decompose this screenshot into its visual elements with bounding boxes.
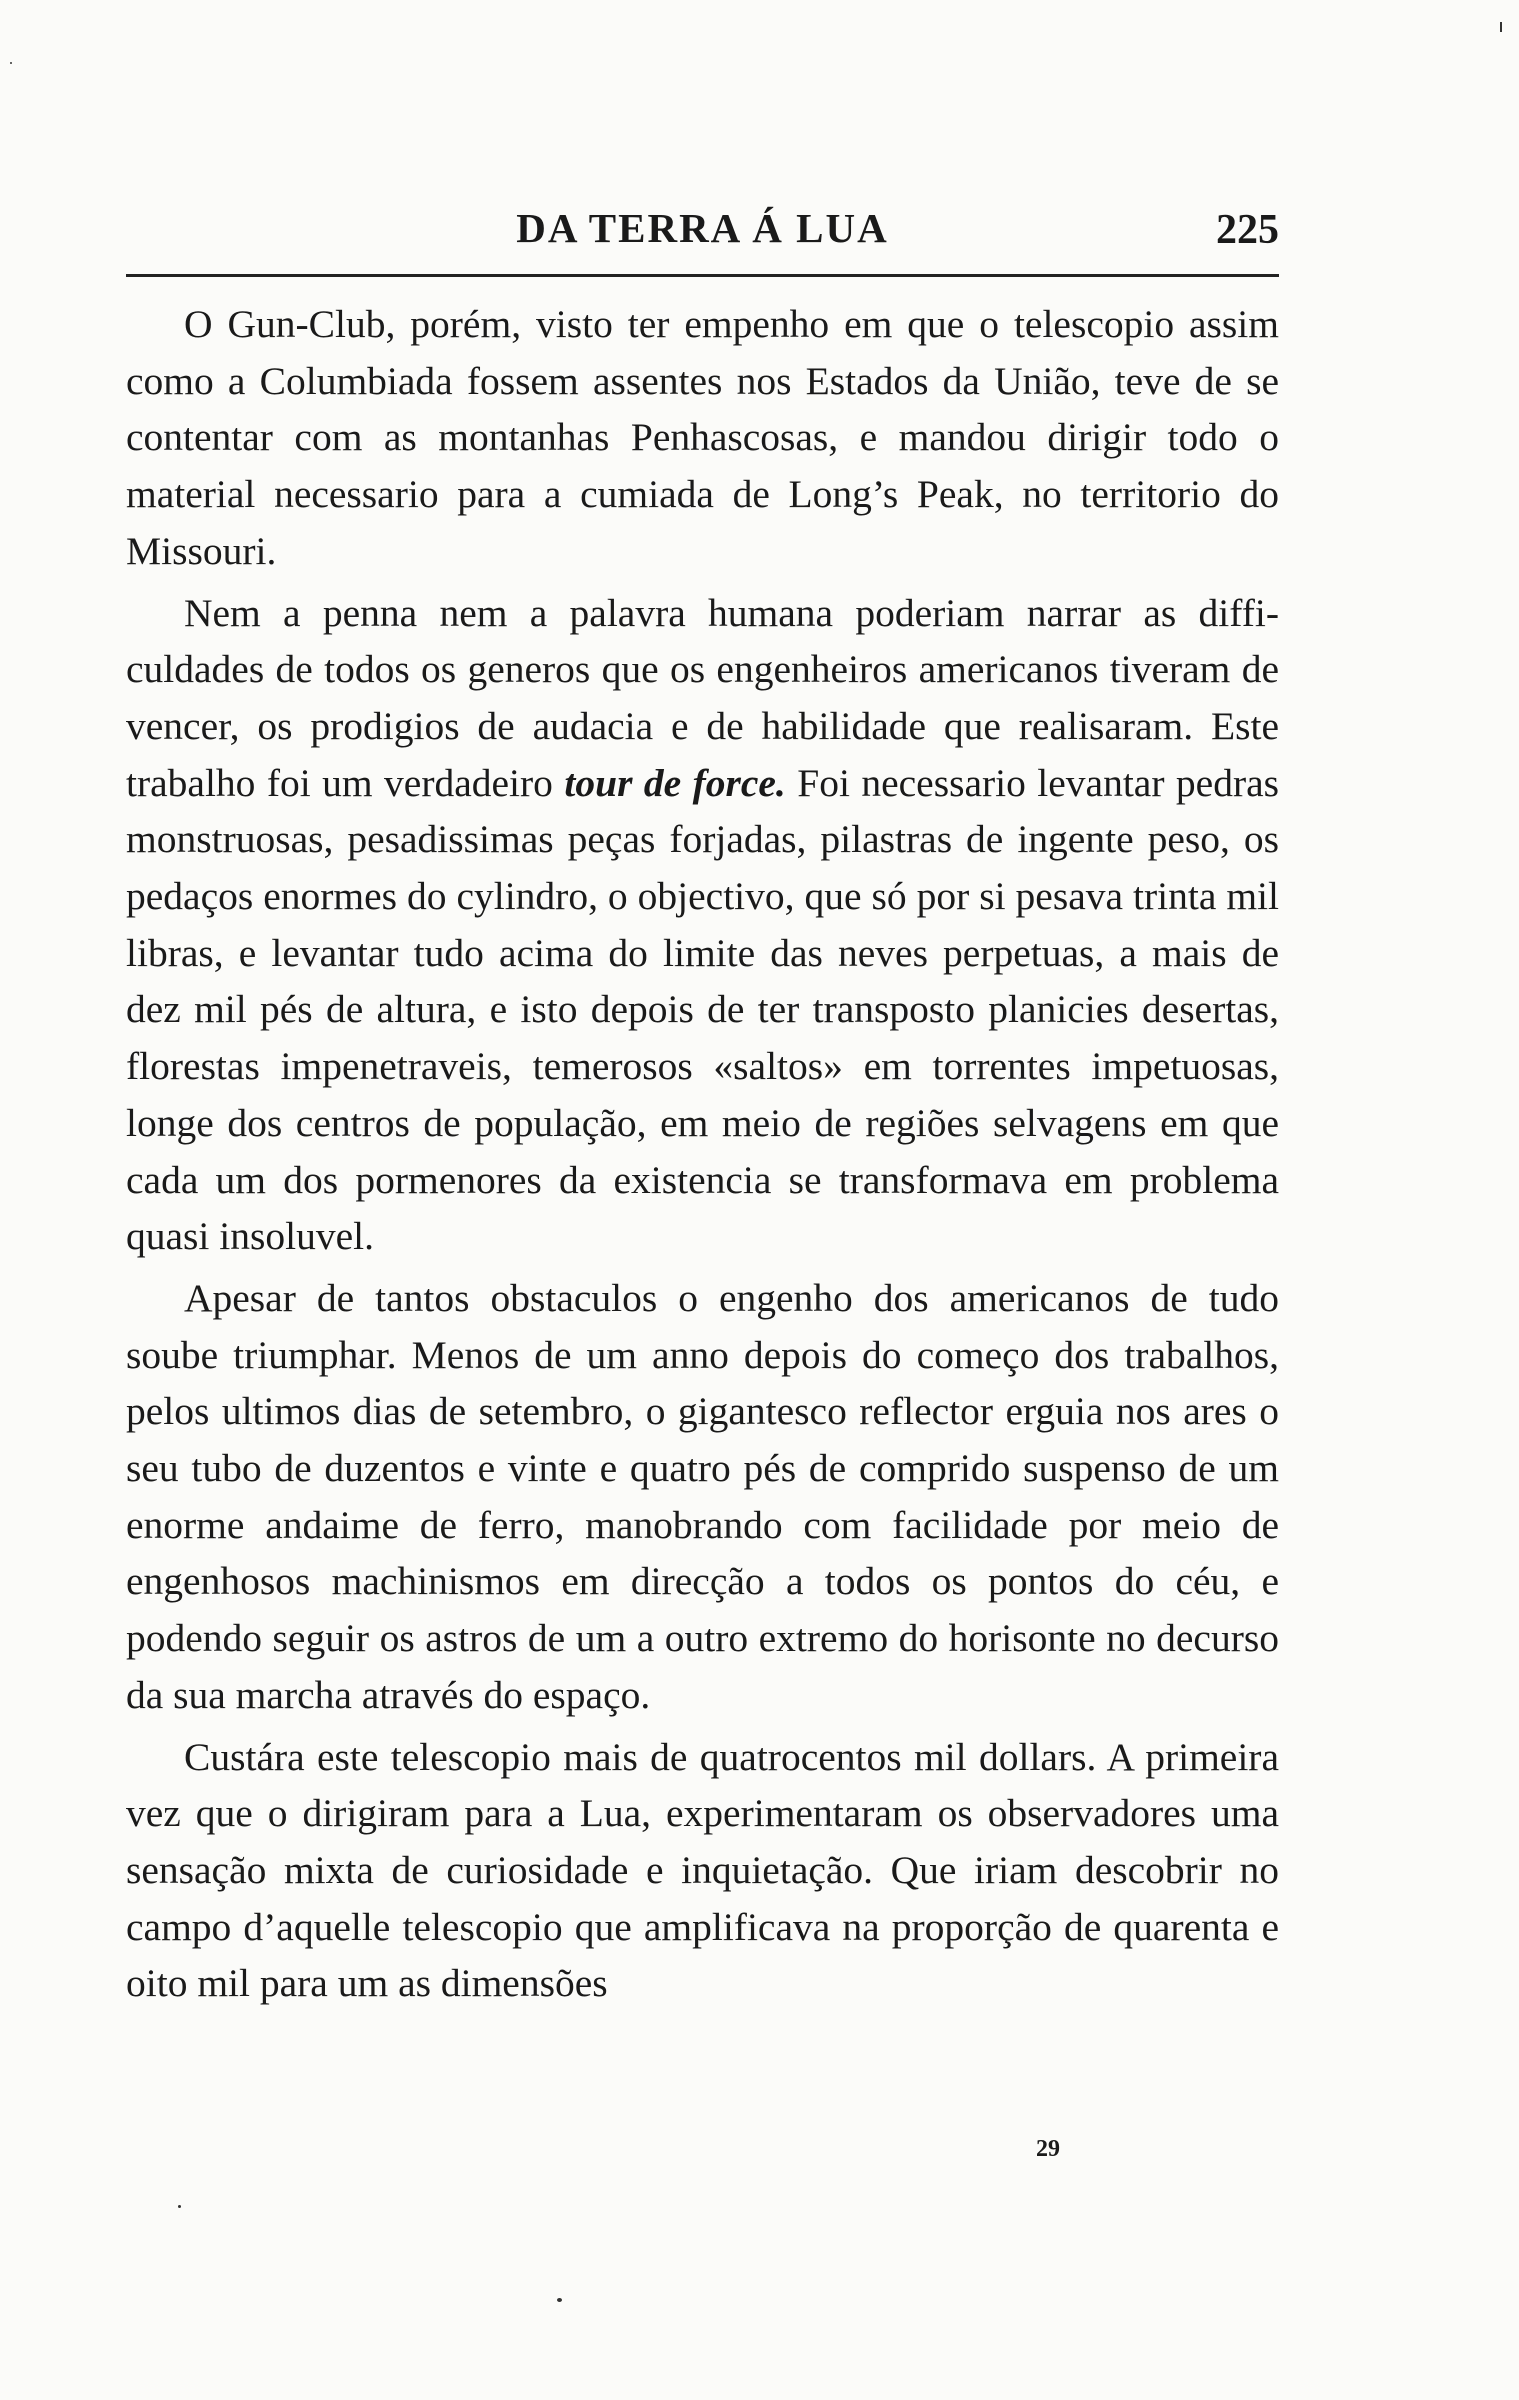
running-title: DA TERRA Á LUA xyxy=(516,205,889,251)
italic-phrase: tour de force. xyxy=(564,760,786,805)
paper-speck xyxy=(10,62,12,64)
signature-mark: 29 xyxy=(1036,2136,1060,2162)
paragraph-2 xyxy=(126,585,1279,1265)
header-rule xyxy=(126,274,1279,277)
paper-speck xyxy=(178,2205,181,2208)
paragraph-3: Apesar de tantos obstaculos o engenho dos americanos de tudo soube triumphar. Menos de um anno depois do começo dos trabalhos, pelos ultimos dias de setembro, o gigantesco reflector erguia nos ares o seu tubo de duzentos e vinte e quatro pés de comprido suspenso de um enorme andaime de ferro, manobrando com facilidade por meio de engenhosos machinismos em direcção a todos os pontos do céu, e podendo seguir os astros de um a outro extremo do horisonte no decurso da sua marcha através do espaço. xyxy=(126,1275,1279,1717)
paragraph-1: O Gun-Club, porém, visto ter empenho em que o telescopio assim como a Columbiada fossem assentes nos Estados da União, teve de se contentar com as montanhas Penhascosas, e mandou dirigir todo o material necessario para a cumiada de Long’s Peak, no territorio do Missouri. xyxy=(126,302,1279,573)
page-header xyxy=(126,196,1279,256)
body-text xyxy=(126,296,1279,2012)
paragraph-4: Custára este telescopio mais de quatrocentos mil dollars. A primeira vez que o dirigiram para a Lua, experimentaram os observadores uma sensação mixta de curiosidade e inquietação. Que iriam descobrir no campo d’aquelle telescopio que amplificava na proporção de quarenta e oito mil para um as dimensões xyxy=(126,1734,1279,2006)
page-number: 225 xyxy=(1216,207,1279,253)
paragraph-2-text-b: Foi necessario levantar pedras monstruosas, pesadissimas peças forjadas, pilastras de ingente peso, os pedaços enormes do cylindro, o objectivo, que só por si pesava trinta mil libras, e levantar tudo acima do limite das neves perpetuas, a mais de dez mil pés de altura, e isto depois de ter transposto planicies desertas, florestas impenetraveis, temerosos «saltos» em torrentes impetuosas, longe dos centros de população, em meio de regiões selvagens em que cada um dos pormenores da existencia se transformava em problema quasi insoluvel. xyxy=(126,760,1279,1259)
paper-speck xyxy=(1500,22,1502,32)
paper-speck xyxy=(557,2298,562,2302)
paragraph-2-text-a: Nem a penna nem a palavra humana poderiam narrar as difficuldades de todos os generos que os engenheiros americanos tiveram de vencer, os prodigios de audacia e de habilidade que realisaram. Este trabalho foi um verdadeiro xyxy=(126,590,1279,805)
